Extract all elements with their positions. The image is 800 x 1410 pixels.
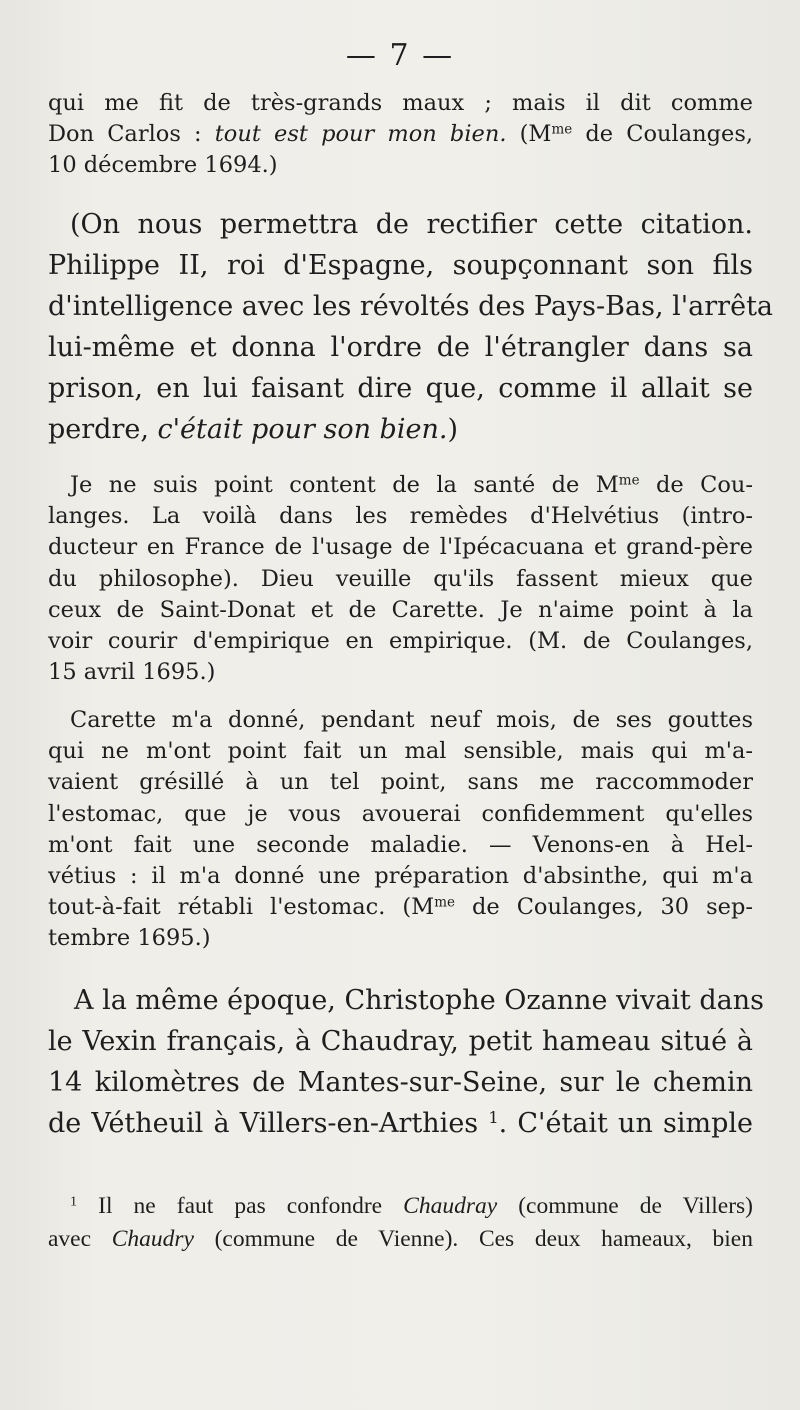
footnote-marker: 1 (70, 1193, 78, 1210)
footnote-reference: 1 (488, 1108, 499, 1128)
text-run: de Vétheuil à Villers-en-Arthies (48, 1108, 489, 1139)
text-run: . C'était un simple (498, 1108, 754, 1139)
italic-run: Chaudry (111, 1226, 194, 1252)
text-line: voir courir d'empirique en empirique. (M. de Coulanges, (48, 628, 753, 655)
text-line: prison, en lui faisant dire que, comme il allait se (48, 373, 753, 404)
body-paragraph-2 (48, 204, 774, 450)
text-run: (commune de Villers) (497, 1193, 753, 1219)
text-line (48, 1103, 753, 1144)
text-line (48, 409, 753, 450)
text-line: du philosophe). Dieu veuille qu'ils fassent mieux que (48, 565, 753, 592)
text-line: m'ont fait une seconde maladie. — Venons-en à Hel- (48, 831, 753, 858)
quote-paragraph-1 (48, 88, 753, 182)
text-run: Don Carlos : (48, 121, 215, 148)
text-line: (On nous permettra de rectifier cette citation. (70, 209, 753, 240)
text-run: (commune de Vienne). Ces deux hameaux, bien (193, 1226, 753, 1252)
quote-paragraph-3 (48, 470, 753, 688)
text-line: A la même époque, Christophe Ozanne vivait dans (74, 985, 764, 1016)
body-paragraph-5 (48, 980, 764, 1144)
text-line: lui-même et donna l'ordre de l'étrangler dans sa (48, 332, 753, 363)
footnote (48, 1190, 753, 1256)
text-line: Philippe II, roi d'Espagne, soupçonnant son fils (48, 250, 753, 281)
text-line: l'estomac, que je vous avouerai confidemment qu'elles (48, 800, 753, 827)
text-line: vaient grésillé à un tel point, sans me raccommoder (48, 769, 753, 796)
text-line (48, 1190, 753, 1223)
text-line: langes. La voilà dans les remèdes d'Helvétius (intro- (48, 503, 753, 530)
text-run: avec (48, 1226, 112, 1252)
page-number: — 7 — (345, 38, 455, 73)
text-line: d'intelligence avec les révoltés des Pays-Bas, l'arrêta (48, 291, 774, 322)
text-line: Carette m'a donné, pendant neuf mois, de ses gouttes (70, 707, 753, 733)
text-run: (M (506, 121, 552, 148)
text-run: de Coulanges, (572, 121, 754, 148)
italic-run: tout est pour mon bien. (214, 121, 507, 148)
italic-run: c'était pour son bien. (157, 414, 448, 445)
text-run: Je ne suis point content de la santé de M (70, 472, 619, 498)
quote-paragraph-4 (48, 705, 753, 955)
text-run: Il ne faut pas confondre (77, 1193, 404, 1219)
text-line: ducteur en France de l'usage de l'Ipécacuana et grand-père (48, 534, 753, 561)
text-line: ceux de Saint-Donat et de Carette. Je n'aime point à la (48, 596, 753, 623)
text-line: tembre 1695.) (48, 925, 211, 952)
italic-run: Chaudray (403, 1193, 498, 1219)
text-line: 14 kilomètres de Mantes-sur-Seine, sur le chemin (48, 1067, 753, 1098)
text-line (48, 892, 753, 923)
superscript: me (551, 121, 573, 138)
text-line: qui ne m'ont point fait un mal sensible, mais qui m'a- (48, 738, 753, 765)
text-run: tout-à-fait rétabli l'estomac. (M (48, 894, 435, 921)
text-line (48, 1223, 753, 1256)
text-run: perdre, (48, 414, 158, 445)
superscript: me (618, 472, 640, 489)
text-line (48, 470, 753, 501)
text-line: le Vexin français, à Chaudray, petit hameau situé à (48, 1026, 753, 1057)
text-run: ) (447, 414, 458, 445)
superscript: me (434, 894, 455, 911)
text-run: de Cou- (639, 472, 753, 498)
text-line: qui me fit de très-grands maux ; mais il dit comme (48, 90, 753, 116)
text-line: vétius : il m'a donné une préparation d'absinthe, qui m'a (48, 863, 753, 890)
text-line: 10 décembre 1694.) (48, 152, 278, 179)
text-run: de Coulanges, 30 sep- (455, 894, 753, 921)
text-line (48, 119, 753, 150)
text-line: 15 avril 1695.) (48, 659, 216, 686)
